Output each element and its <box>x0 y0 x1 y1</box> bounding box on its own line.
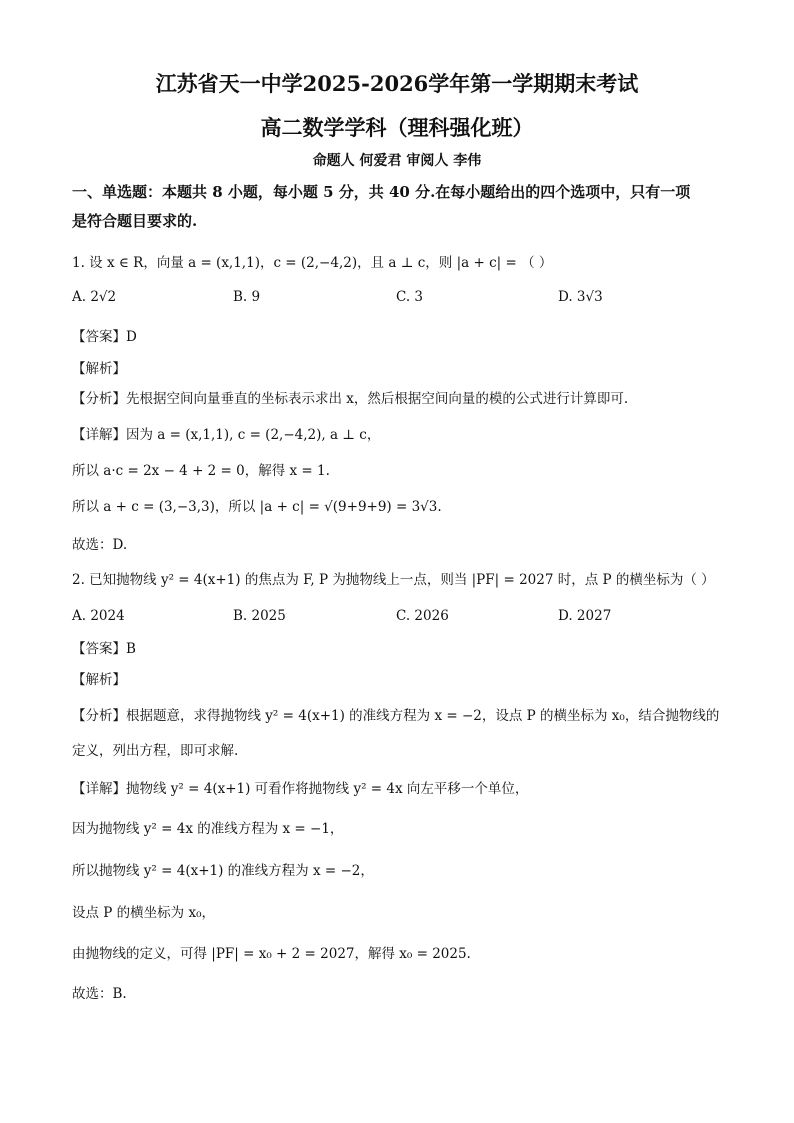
q1-detail-3: 所以 a + c = (3,−3,3)，所以 |a + c| = √(9+9+9) = 3√3. <box>72 499 442 515</box>
exam-subtitle: 高二数学学科（理科强化班） <box>260 115 534 140</box>
q1-option-d: D. 3√3 <box>558 289 603 305</box>
q1-detail-1: 【详解】因为 a = (x,1,1), c = (2,−4,2), a ⊥ c， <box>72 427 381 443</box>
exam-title: 江苏省天一中学2025-2026学年第一学期期末考试 <box>155 71 639 96</box>
q1-conclusion: 故选：D. <box>72 537 128 553</box>
q1-option-a: A. 2√2 <box>72 289 117 305</box>
q1-fenxi: 【分析】先根据空间向量垂直的坐标表示求出 x，然后根据空间向量的模的公式进行计算即可. <box>72 391 629 407</box>
section-heading-line1: 一、单选题：本题共 8 小题，每小题 5 分，共 40 分.在每小题给出的四个选项中，只有一项 <box>72 183 691 201</box>
exam-authors: 命题人 何爱君 审阅人 李伟 <box>312 153 482 169</box>
q2-detail-2: 因为抛物线 y² = 4x 的准线方程为 x = −1， <box>72 821 344 837</box>
q1-stem: 1. 设 x ∈ R，向量 a = (x,1,1)，c = (2,−4,2)，且 a ⊥ c，则 |a + c| = （ ） <box>72 255 553 271</box>
q1-answer: 【答案】D <box>72 329 137 345</box>
q2-fenxi-2: 定义，列出方程，即可求解. <box>72 743 239 759</box>
q1-detail-2: 所以 a·c = 2x − 4 + 2 = 0，解得 x = 1. <box>72 463 330 479</box>
q2-detail-5: 由抛物线的定义，可得 |PF| = x₀ + 2 = 2027，解得 x₀ = 2025. <box>72 946 471 962</box>
q2-stem: 2. 已知抛物线 y² = 4(x+1) 的焦点为 F, P 为抛物线上一点，则当 |PF| = 2027 时，点 P 的横坐标为（ ） <box>72 572 715 588</box>
q1-option-b: B. 9 <box>233 289 261 305</box>
q2-detail-4: 设点 P 的横坐标为 x₀， <box>72 905 215 921</box>
q2-analysis-label: 【解析】 <box>72 672 126 688</box>
q2-fenxi-1: 【分析】根据题意，求得抛物线 y² = 4(x+1) 的准线方程为 x = −2，设点 P 的横坐标为 x₀，结合抛物线的 <box>72 708 720 724</box>
q2-detail-1: 【详解】抛物线 y² = 4(x+1) 可看作将抛物线 y² = 4x 向左平移一个单位， <box>72 781 529 797</box>
q2-option-d: D. 2027 <box>558 608 612 624</box>
q2-detail-3: 所以抛物线 y² = 4(x+1) 的准线方程为 x = −2， <box>72 863 374 879</box>
q2-conclusion: 故选：B. <box>72 986 127 1002</box>
q2-option-a: A. 2024 <box>72 608 125 624</box>
q1-analysis-label: 【解析】 <box>72 361 126 377</box>
section-heading-line2: 是符合题目要求的. <box>72 212 198 230</box>
q1-option-c: C. 3 <box>396 289 424 305</box>
q2-answer: 【答案】B <box>72 641 136 657</box>
q2-option-c: C. 2026 <box>396 608 449 624</box>
q2-option-b: B. 2025 <box>233 608 286 624</box>
